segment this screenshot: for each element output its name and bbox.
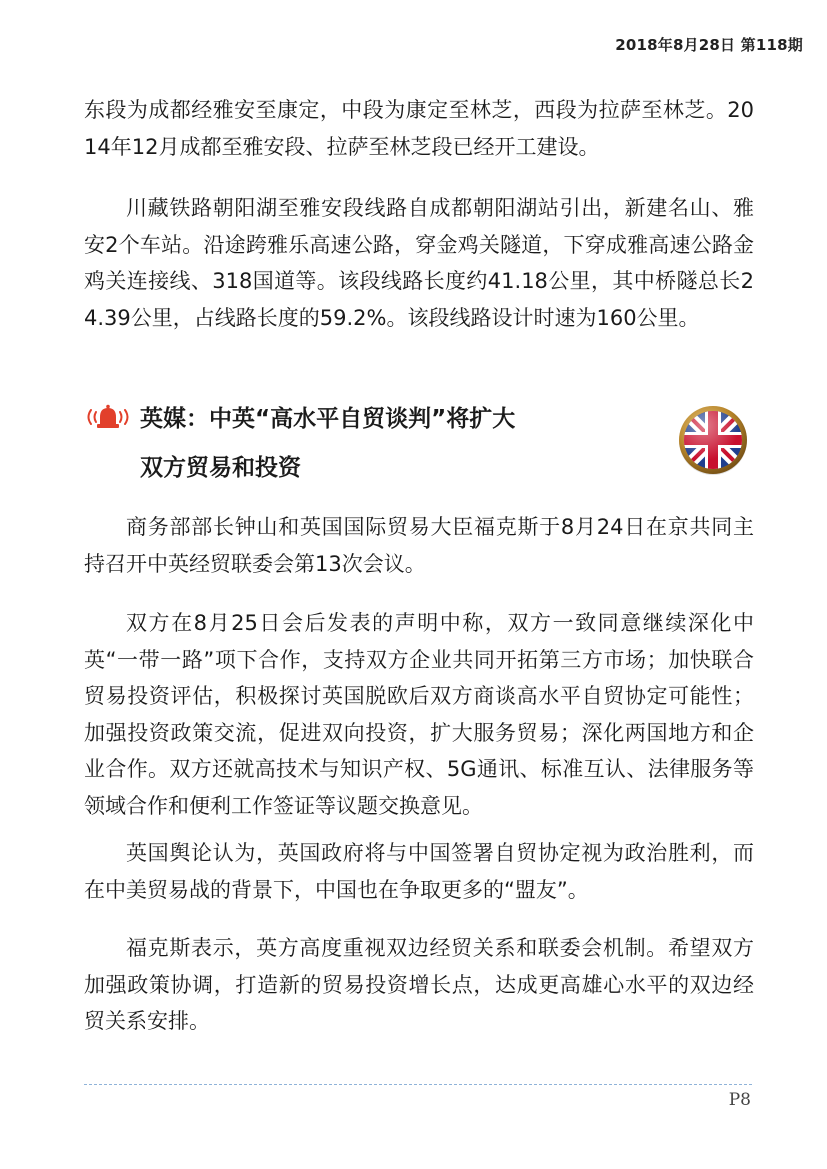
body-paragraph-2: 川藏铁路朝阳湖至雅安段线路自成都朝阳湖站引出，新建名山、雅安2个车站。沿途跨雅乐高速公路，穿金鸡关隧道，下穿成雅高速公路金鸡关连接线、318国道等。该段线路长度约41.18公里，其中桥隧总长24.39公里，占线路长度的59.2%。该段线路设计时速为160公里。	[84, 196, 754, 330]
article-paragraph-3: 英国舆论认为，英国政府将与中国签署自贸协定视为政治胜利，而在中美贸易战的背景下，中国也在争取更多的“盟友”。	[84, 841, 754, 902]
article-paragraph-1: 商务部部长钟山和英国国际贸易大臣福克斯于8月24日在京共同主持召开中英经贸联委会第13次会议。	[84, 515, 754, 576]
body-paragraph-1: 东段为成都经雅安至康定，中段为康定至林芝，西段为拉萨至林芝。2014年12月成都至雅安段、拉萨至林芝段已经开工建设。	[84, 98, 754, 159]
issue-date-header: 2018年8月28日 第118期	[615, 36, 803, 54]
article-paragraph-2: 双方在8月25日会后发表的声明中称，双方一致同意继续深化中英“一带一路”项下合作，支持双方企业共同开拓第三方市场；加快联合贸易投资评估，积极探讨英国脱欧后双方商谈高水平自贸协定可能性；加强投资政策交流，促进双向投资，扩大服务贸易；深化两国地方和企业合作。双方还就高技术与知识产权、5G通讯、标准互认、法律服务等领域合作和便利工作签证等议题交换意见。	[84, 611, 754, 818]
uk-flag-icon	[678, 405, 748, 475]
page-number: P8	[728, 1090, 751, 1110]
article-paragraph-4: 福克斯表示，英方高度重视双边经贸关系和联委会机制。希望双方加强政策协调，打造新的贸易投资增长点，达成更高雄心水平的双边经贸关系安排。	[84, 936, 754, 1033]
article-headline-line-2: 双方贸易和投资	[140, 455, 301, 481]
footer-divider	[84, 1084, 752, 1085]
article-headline-line-1: 英媒：中英“高水平自贸谈判”将扩大	[140, 406, 516, 432]
alarm-bell-icon	[84, 401, 132, 433]
